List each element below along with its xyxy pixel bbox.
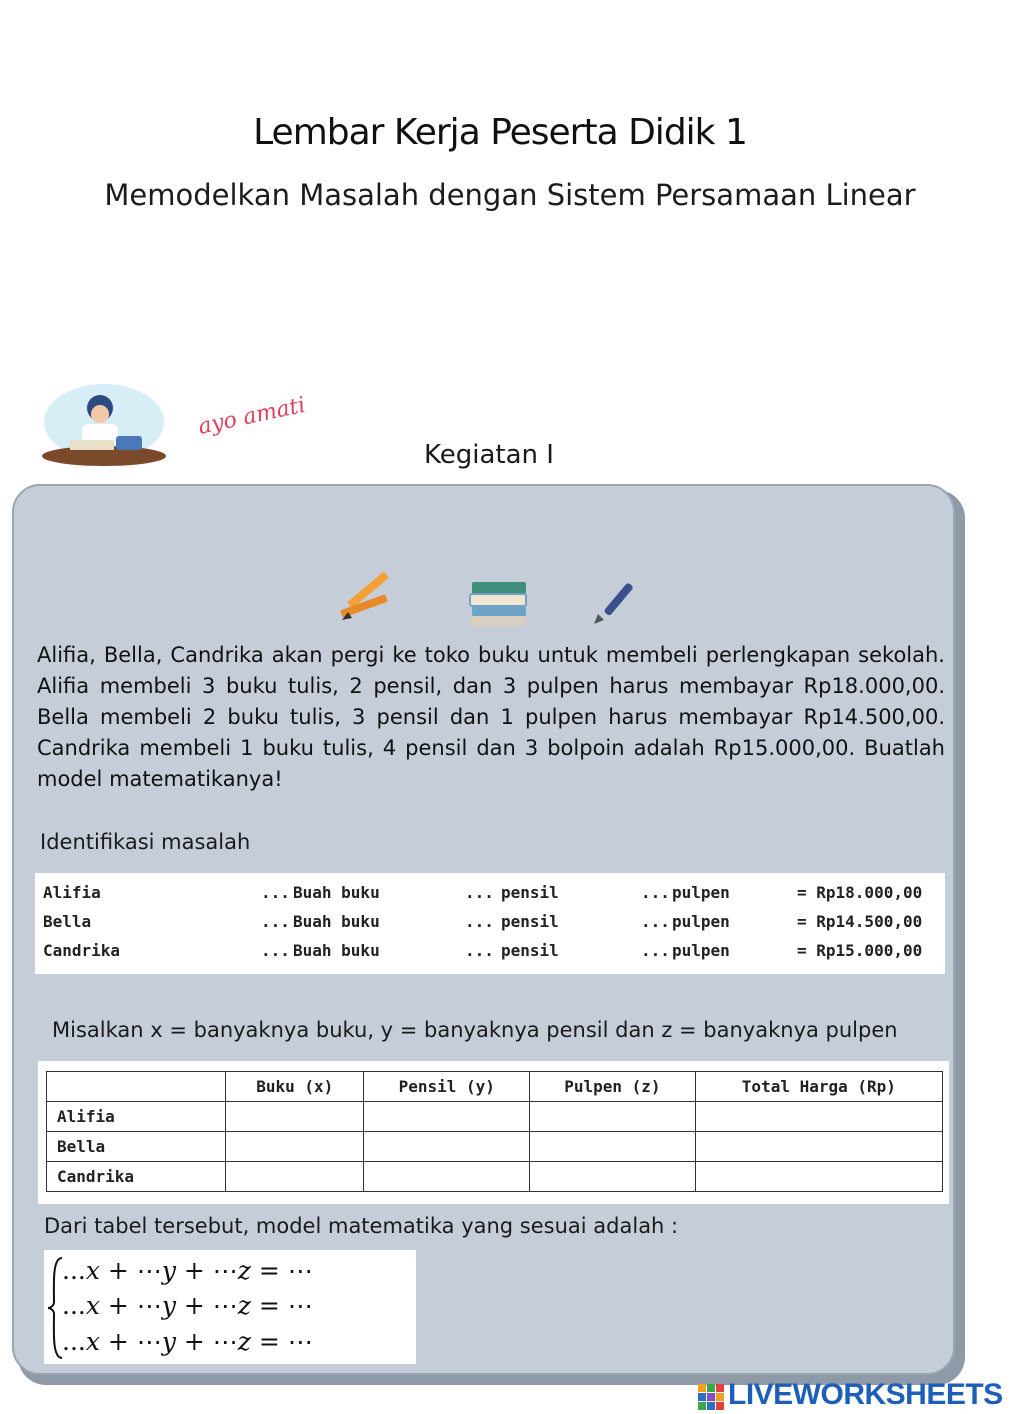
answer-table	[46, 1071, 943, 1192]
answer-cell[interactable]	[695, 1132, 942, 1162]
identification-box	[35, 873, 945, 974]
student-reading-illustration	[40, 378, 168, 470]
books-icon	[468, 578, 530, 628]
ayo-amati-text	[178, 392, 308, 468]
answer-cell[interactable]	[364, 1102, 530, 1132]
table-header	[47, 1072, 226, 1102]
table-header: Pulpen (z)	[530, 1072, 696, 1102]
identification-label: Identifikasi masalah	[40, 830, 251, 854]
answer-cell[interactable]	[226, 1162, 364, 1192]
row-label: Bella	[47, 1132, 226, 1162]
table-header: Pensil (y)	[364, 1072, 530, 1102]
ayo-amati-label: ayo amati	[196, 392, 308, 440]
row-label: Candrika	[47, 1162, 226, 1192]
answer-cell[interactable]	[226, 1102, 364, 1132]
liveworksheets-icon	[698, 1384, 724, 1410]
answer-cell[interactable]	[364, 1162, 530, 1192]
equation-line: ...x + ⋯y + ⋯z = ⋯	[62, 1327, 313, 1356]
answer-cell[interactable]	[695, 1162, 942, 1192]
table-header: Buku (x)	[226, 1072, 364, 1102]
pen-icon	[590, 576, 640, 626]
equation-system	[44, 1250, 416, 1364]
identification-row: Alifia ... Buah buku ... pensil ... pulpen = Rp18.000,00	[43, 883, 923, 902]
answer-cell[interactable]	[364, 1132, 530, 1162]
identification-row: Bella ... Buah buku ... pensil ... pulpen = Rp14.500,00	[43, 912, 923, 931]
answer-cell[interactable]	[530, 1132, 696, 1162]
table-header-row	[47, 1072, 943, 1102]
table-row	[47, 1132, 943, 1162]
equation-line: ...x + ⋯y + ⋯z = ⋯	[62, 1291, 313, 1320]
model-prompt: Dari tabel tersebut, model matematika yang sesuai adalah :	[44, 1214, 679, 1238]
pencil-icon	[336, 562, 396, 624]
table-row	[47, 1102, 943, 1132]
page-subtitle: Memodelkan Masalah dengan Sistem Persamaan Linear	[104, 178, 916, 212]
answer-cell[interactable]	[530, 1102, 696, 1132]
answer-table-container	[38, 1061, 949, 1204]
page-title: Lembar Kerja Peserta Didik 1	[253, 112, 747, 153]
equation-line: ...x + ⋯y + ⋯z = ⋯	[62, 1256, 313, 1285]
brand-text: LIVEWORKSHEETS	[728, 1378, 1003, 1411]
activity-title: Kegiatan I	[424, 440, 554, 470]
problem-statement: Alifia, Bella, Candrika akan pergi ke toko buku untuk membeli perlengkapan sekolah. Alifia membeli 3 buku tulis, 2 pensil, dan 3 pulpen harus membayar Rp18.000,00. Bella membeli 2 buku tulis, 3 pensil dan 1 pulpen harus membayar Rp14.500,00. Candrika membeli 1 buku tulis, 4 pensil dan 3 bolpoin adalah Rp15.000,00. Buatlah model matematikanya!	[37, 643, 945, 791]
variable-definition: Misalkan x = banyaknya buku, y = banyaknya pensil dan z = banyaknya pulpen	[52, 1018, 898, 1042]
answer-cell[interactable]	[226, 1132, 364, 1162]
answer-cell[interactable]	[695, 1102, 942, 1132]
table-header: Total Harga (Rp)	[695, 1072, 942, 1102]
table-row	[47, 1162, 943, 1192]
row-label: Alifia	[47, 1102, 226, 1132]
answer-cell[interactable]	[530, 1162, 696, 1192]
identification-row: Candrika ... Buah buku ... pensil ... pulpen = Rp15.000,00	[43, 941, 923, 960]
